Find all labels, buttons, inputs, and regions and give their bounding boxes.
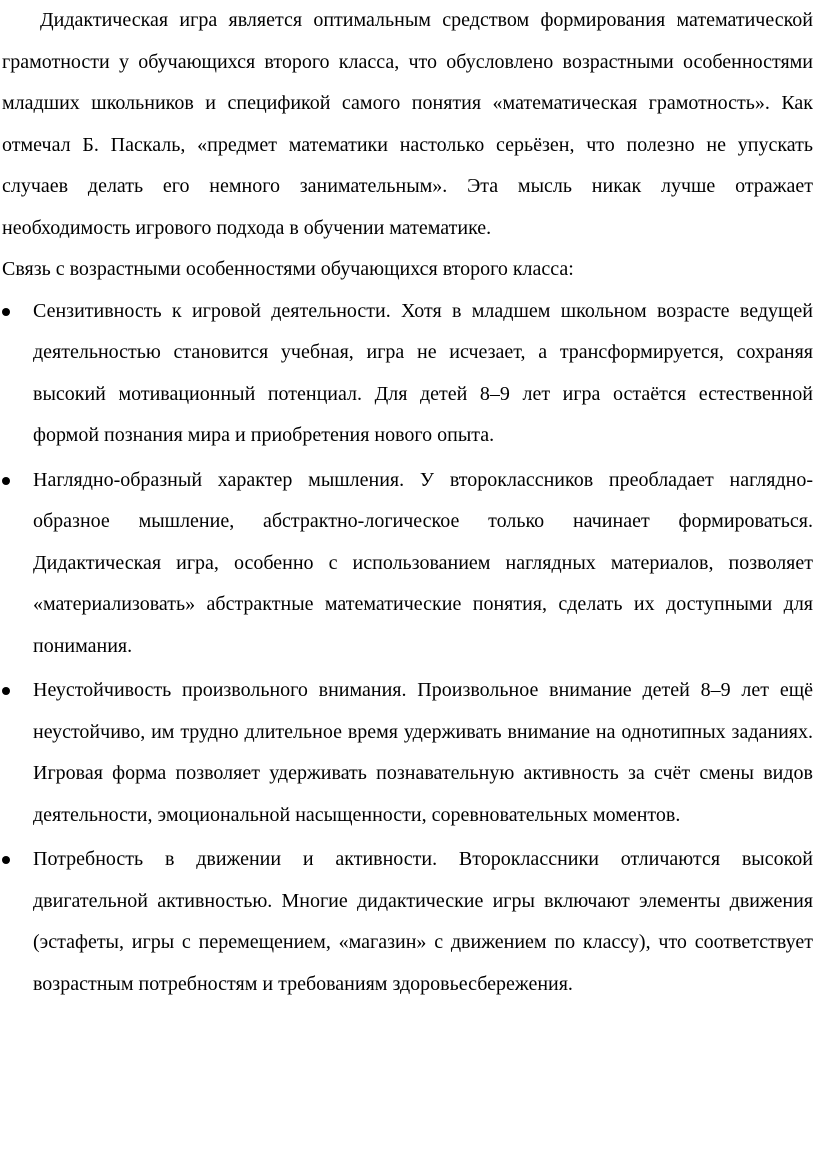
list-item — [2, 291, 813, 457]
section-heading: Связь с возрастными особенностями обучающихся второго класса: — [2, 258, 574, 280]
list-item-text: Сензитивность к игровой деятельности. Хотя в младшем школьном возрасте ведущей деятельностью становится учебная, игра не исчезает, а трансформируется, сохраняя высокий мотивационный потенциал. Для детей 8–9 лет игра остаётся естественной формой познания мира и приобретения нового опыта. — [33, 299, 813, 446]
list-item — [2, 670, 813, 836]
list-item-text: Потребность в движении и активности. Второклассники отличаются высокой двигательной активностью. Многие дидактические игры включают элементы движения (эстафеты, игры с перемещением, «магазин» с движением по классу), что соответствует возрастным потребностям и требованиям здоровьесбережения. — [33, 848, 813, 995]
list-item — [2, 460, 813, 668]
bullet-dot-icon — [2, 308, 10, 316]
list-item-text: Неустойчивость произвольного внимания. Произвольное внимание детей 8–9 лет ещё неустойчиво, им трудно длительное время удерживать внимание на однотипных заданиях. Игровая форма позволяет удерживать познавательную активность за счёт смены видов деятельности, эмоциональной насыщенности, соревновательных моментов. — [33, 679, 813, 826]
list-item — [2, 839, 813, 1005]
bullet-dot-icon — [2, 856, 10, 864]
bullet-dot-icon — [2, 687, 10, 695]
bullet-list — [2, 291, 813, 1006]
list-item-text: Наглядно-образный характер мышления. У второклассников преобладает наглядно-образное мышление, абстрактно-логическое только начинает формироваться. Дидактическая игра, особенно с использованием наглядных материалов, позволяет «материализовать» абстрактные математические понятия, сделать их доступными для понимания. — [33, 468, 813, 657]
intro-paragraph: Дидактическая игра является оптимальным средством формирования математической грамотности у обучающихся второго класса, что обусловлено возрастными особенностями младших школьников и спецификой самого понятия «математическая грамотность». Как отмечал Б. Паскаль, «предмет математики настолько серьёзен, что полезно не упускать случаев делать его немного занимательным». Эта мысль никак лучше отражает необходимость игрового подхода в обучении математике. — [2, 9, 813, 239]
bullet-dot-icon — [2, 477, 10, 485]
